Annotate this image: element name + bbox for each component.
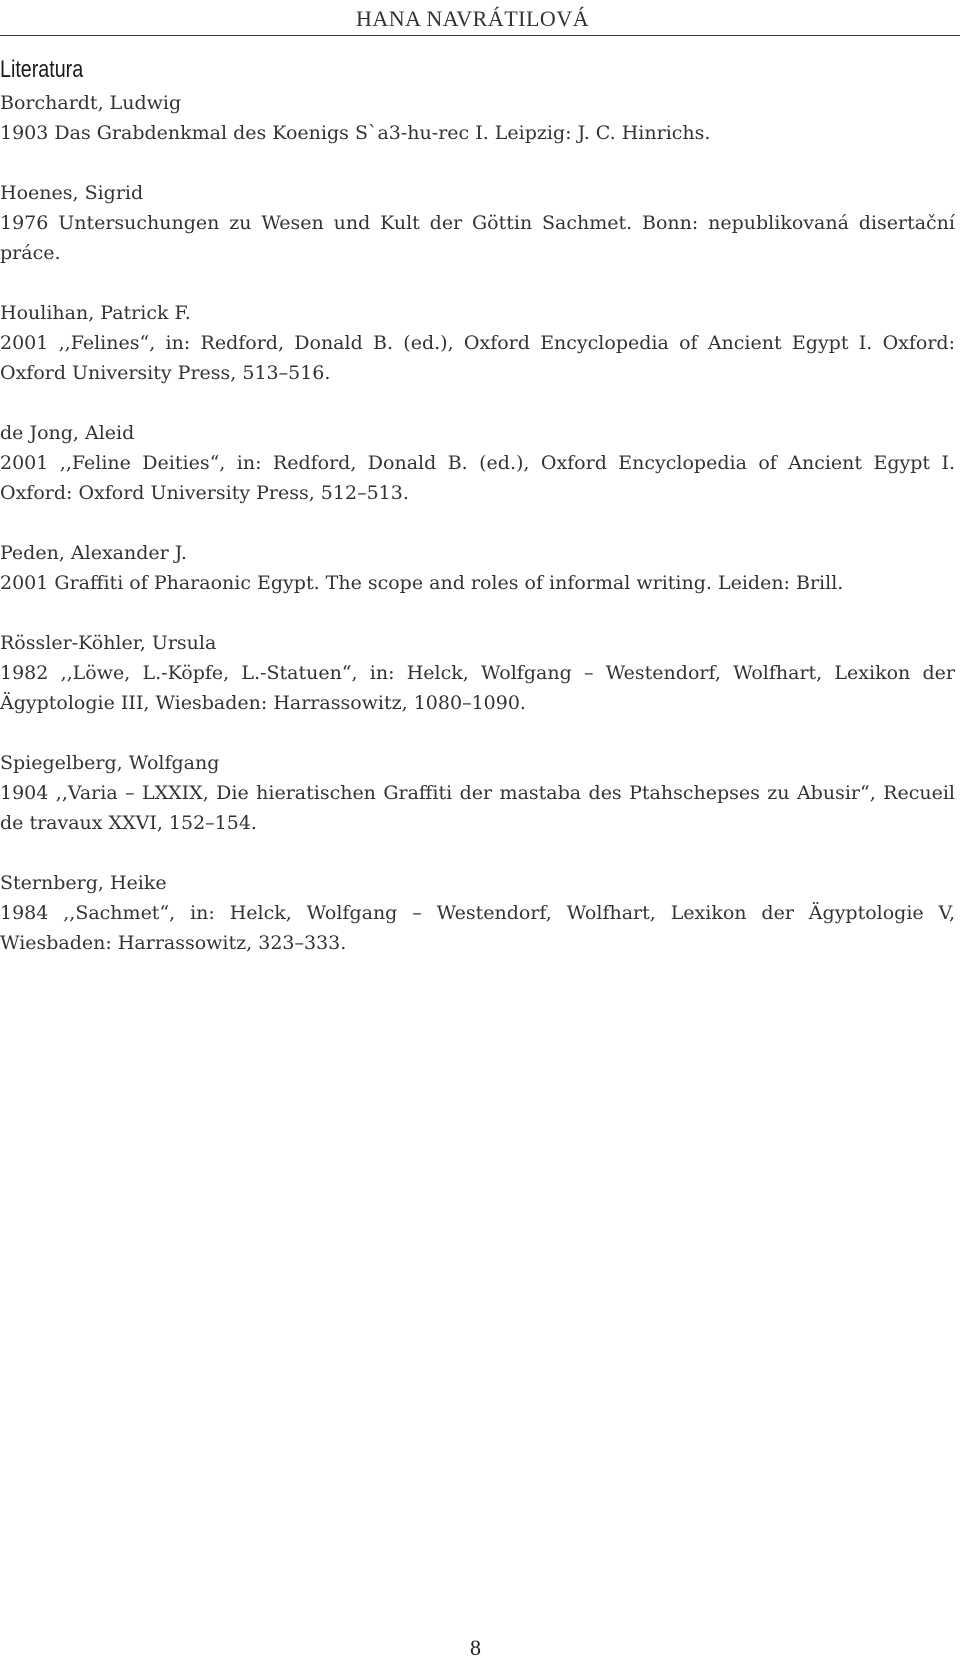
reference-item xyxy=(0,748,955,838)
header-rule xyxy=(0,35,960,36)
reference-entry: 1903 Das Grabdenkmal des Koenigs S`a3-hu-rec I. Leipzig: J. C. Hinrichs. xyxy=(0,122,711,144)
reference-item xyxy=(0,628,955,718)
reference-author: Peden, Alexander J. xyxy=(0,542,187,564)
reference-author: Sternberg, Heike xyxy=(0,872,167,894)
reference-author: de Jong, Aleid xyxy=(0,422,135,444)
reference-author: Houlihan, Patrick F. xyxy=(0,302,191,324)
reference-item xyxy=(0,178,955,268)
reference-entry: 2001 ,,Feline Deities“, in: Redford, Donald B. (ed.), Oxford Encyclopedia of Ancient Egypt I. Oxford: Oxford University Press, 512–513. xyxy=(0,452,955,504)
reference-list xyxy=(0,88,955,988)
reference-item xyxy=(0,538,955,598)
page-number: 8 xyxy=(470,1635,481,1660)
reference-entry: 2001 ,,Felines“, in: Redford, Donald B. (ed.), Oxford Encyclopedia of Ancient Egypt I. Oxford: Oxford University Press, 513–516. xyxy=(0,332,955,384)
reference-author: Borchardt, Ludwig xyxy=(0,92,182,114)
reference-item xyxy=(0,298,955,388)
reference-entry: 1982 ,,Löwe, L.-Köpfe, L.-Statuen“, in: Helck, Wolfgang – Westendorf, Wolfhart, Lexikon der Ägyptologie III, Wiesbaden: Harrassowitz, 1080–1090. xyxy=(0,662,955,714)
reference-entry: 1976 Untersuchungen zu Wesen und Kult der Göttin Sachmet. Bonn: nepublikovaná disertační práce. xyxy=(0,212,955,264)
reference-author: Spiegelberg, Wolfgang xyxy=(0,752,220,774)
reference-entry: 2001 Graffiti of Pharaonic Egypt. The scope and roles of informal writing. Leiden: Brill. xyxy=(0,572,844,594)
reference-item xyxy=(0,418,955,508)
reference-entry: 1984 ,,Sachmet“, in: Helck, Wolfgang – Westendorf, Wolfhart, Lexikon der Ägyptologie V, Wiesbaden: Harrassowitz, 323–333. xyxy=(0,902,955,954)
reference-entry: 1904 ,,Varia – LXXIX, Die hieratischen Graffiti der mastaba des Ptahschepses zu Abusir“, Recueil de travaux XXVI, 152–154. xyxy=(0,782,955,834)
reference-item xyxy=(0,88,955,148)
reference-item xyxy=(0,868,955,958)
reference-author: Hoenes, Sigrid xyxy=(0,182,144,204)
section-title: Literatura xyxy=(0,56,84,83)
reference-author: Rössler-Köhler, Ursula xyxy=(0,632,217,654)
running-head: HANA NAVRÁTILOVÁ xyxy=(356,6,590,31)
